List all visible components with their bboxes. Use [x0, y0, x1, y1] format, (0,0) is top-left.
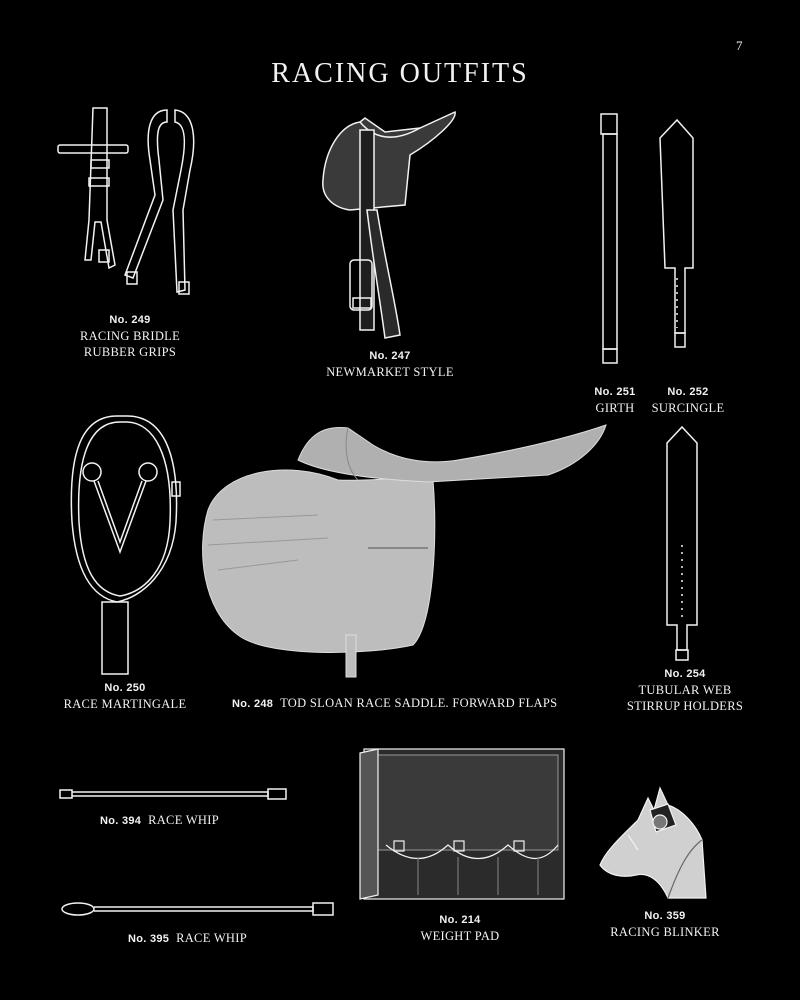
item-number: No. 249 [109, 314, 151, 326]
caption-395 [128, 930, 288, 947]
caption-252 [648, 384, 728, 416]
caption-249 [55, 312, 205, 360]
stirrup-holders-illustration [662, 425, 702, 665]
race-martingale-illustration [62, 412, 187, 680]
item-number: No. 250 [104, 682, 146, 694]
item-number: No. 251 [594, 386, 636, 398]
racing-blinker-illustration [598, 780, 710, 902]
item-name: TOD SLOAN RACE SADDLE. FORWARD FLAPS [280, 696, 558, 710]
item-number: No. 252 [667, 386, 709, 398]
item-name: RACE WHIP [176, 931, 247, 945]
item-number: No. 359 [644, 910, 686, 922]
item-name: RACE MARTINGALE [63, 697, 187, 711]
caption-248 [232, 695, 582, 712]
item-name: RACING BLINKER [610, 925, 720, 939]
item-name: WEIGHT PAD [420, 929, 500, 943]
page-title: RACING OUTFITS [271, 58, 529, 89]
caption-250 [50, 680, 200, 712]
item-name: STIRRUP HOLDERS [626, 699, 744, 713]
item-name: TUBULAR WEB [638, 683, 732, 697]
item-number: No. 248 [232, 698, 274, 710]
item-name: NEWMARKET STYLE [326, 365, 454, 379]
item-number: No. 394 [100, 815, 142, 827]
racing-bridle-illustration [55, 100, 205, 305]
page-number: 7 [736, 38, 743, 53]
caption-247 [300, 348, 480, 380]
item-name: RACING BRIDLE [79, 329, 181, 343]
item-name: RACE WHIP [148, 813, 219, 827]
tod-sloan-saddle-illustration [198, 420, 610, 680]
caption-214 [390, 912, 530, 944]
caption-394 [100, 812, 260, 829]
surcingle-illustration [655, 118, 700, 353]
item-number: No. 214 [439, 914, 481, 926]
caption-254 [620, 666, 750, 714]
race-whip-395-illustration [58, 898, 338, 920]
item-number: No. 395 [128, 933, 170, 945]
caption-359 [590, 908, 740, 940]
caption-251 [590, 384, 640, 416]
newmarket-saddle-illustration [315, 110, 465, 345]
race-whip-394-illustration [58, 786, 290, 802]
item-name: RUBBER GRIPS [83, 345, 177, 359]
girth-illustration [595, 112, 625, 367]
item-name: SURCINGLE [651, 401, 725, 415]
item-number: No. 247 [369, 350, 411, 362]
item-number: No. 254 [664, 668, 706, 680]
weight-pad-illustration [358, 745, 573, 905]
item-name: GIRTH [595, 401, 635, 415]
